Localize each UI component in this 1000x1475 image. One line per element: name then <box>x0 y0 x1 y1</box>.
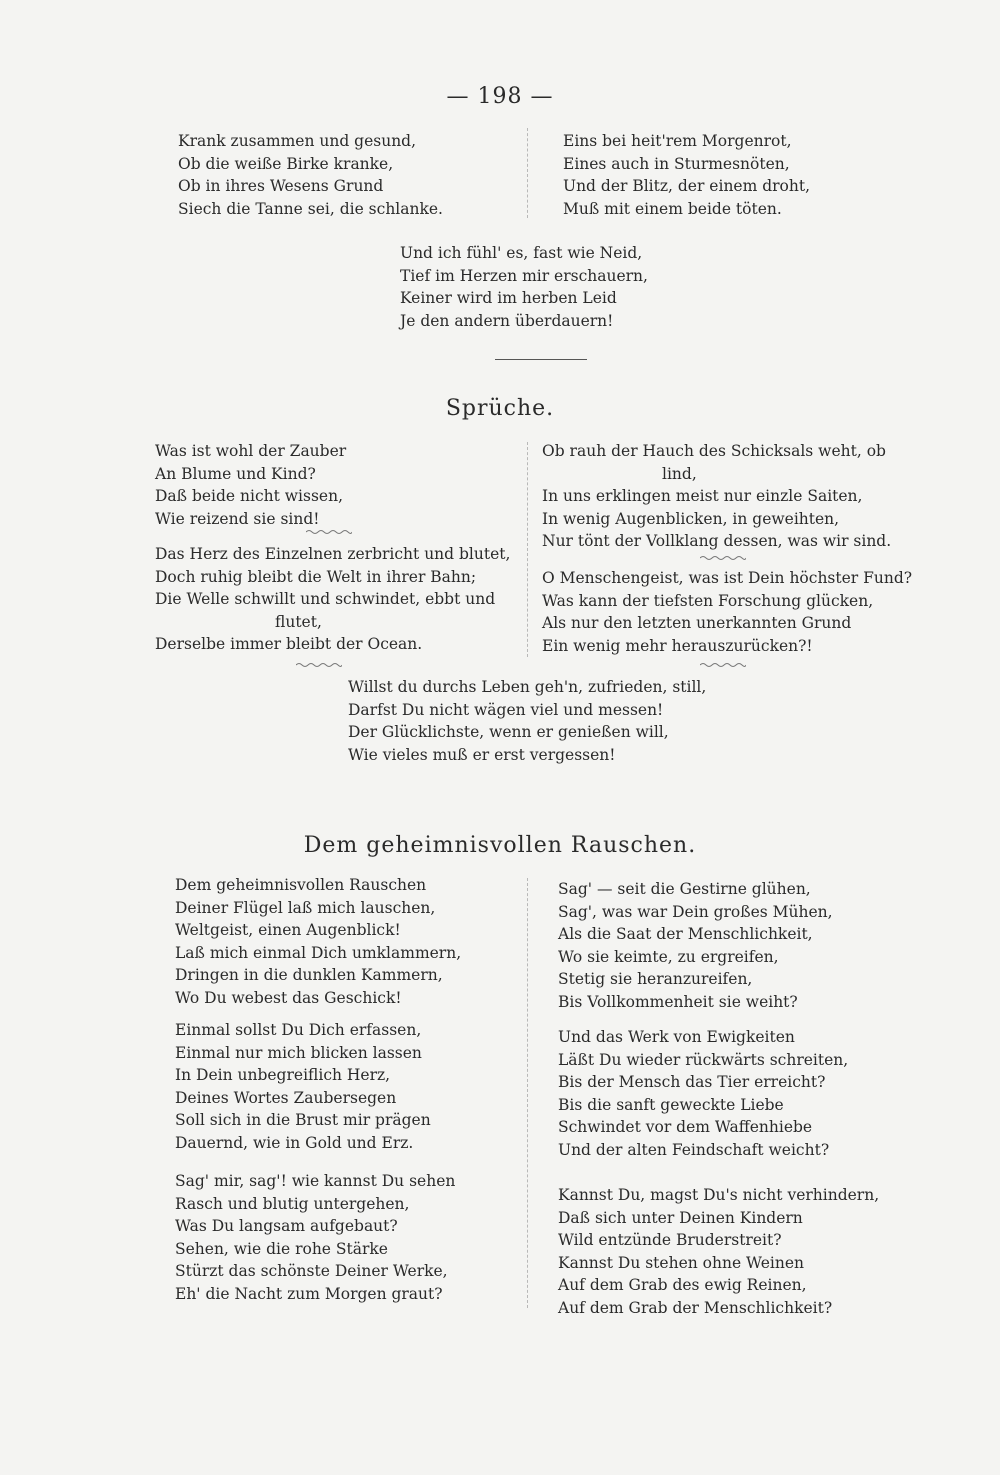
spruch-center <box>348 676 706 766</box>
verse-line: Und das Werk von Ewigkeiten <box>558 1028 795 1046</box>
verse-line: Eh' die Nacht zum Morgen graut? <box>175 1284 443 1303</box>
verse-line: Wie reizend sie sind! <box>155 509 320 528</box>
verse-line: Die Welle schwillt und schwindet, ebbt und <box>155 590 496 609</box>
verse-line: Stürzt das schönste Deiner Werke, <box>175 1262 448 1281</box>
rauschen-left-stanza-1 <box>175 874 461 1010</box>
rauschen-right-stanza-3 <box>558 1184 879 1320</box>
verse-line: Sag' mir, sag'! wie kannst Du sehen <box>175 1172 456 1190</box>
spruch-left-2 <box>155 543 510 656</box>
verse-line: Läßt Du wieder rückwärts schreiten, <box>558 1050 849 1069</box>
verse-line: Wie vieles muß er erst vergessen! <box>348 745 616 764</box>
verse-line: Als nur den letzten unerkannten Grund <box>542 614 852 633</box>
verse-line: Einmal sollst Du Dich erfassen, <box>175 1021 422 1039</box>
verse-line: In wenig Augenblicken, in geweihten, <box>542 509 840 528</box>
verse-line: Einmal nur mich blicken lassen <box>175 1043 422 1062</box>
verse-line: Wo sie keimte, zu ergreifen, <box>558 947 779 966</box>
verse-line: Kannst Du, magst Du's nicht verhindern, <box>558 1186 880 1204</box>
verse-line: O Menschengeist, was ist Dein höchster Fund? <box>542 569 913 587</box>
verse-line: In Dein unbegreiflich Herz, <box>175 1066 391 1085</box>
verse-line: Und ich fühl' es, fast wie Neid, <box>400 244 643 262</box>
verse-line: Weltgeist, einen Augenblick! <box>175 921 401 940</box>
page-number: — 198 — <box>446 84 554 109</box>
spruch-right-1 <box>542 440 891 553</box>
column-divider <box>527 878 528 1308</box>
verse-line: Nur tönt der Vollklang dessen, was wir sind. <box>542 532 892 551</box>
poem1-right-stanza <box>563 130 810 220</box>
verse-line: Stetig sie heranzureifen, <box>558 970 753 989</box>
verse-line: An Blume und Kind? <box>155 464 316 483</box>
verse-line: Wo Du webest das Geschick! <box>175 988 402 1007</box>
section-title-sprueche: Sprüche. <box>445 396 555 421</box>
wave-divider <box>296 662 342 668</box>
rauschen-right-stanza-1 <box>558 878 833 1014</box>
verse-line: Sehen, wie die rohe Stärke <box>175 1239 388 1258</box>
verse-line: Tief im Herzen mir erschauern, <box>400 266 648 285</box>
verse-line: Dringen in die dunklen Kammern, <box>175 966 443 985</box>
verse-line: In uns erklingen meist nur einzle Saiten, <box>542 487 863 506</box>
verse-line: Schwindet vor dem Waffenhiebe <box>558 1118 813 1137</box>
verse-line: Sag', was war Dein großes Mühen, <box>558 902 833 921</box>
verse-line: Doch ruhig bleibt die Welt in ihrer Bahn; <box>155 567 477 586</box>
verse-line: Rasch und blutig untergehen, <box>175 1194 410 1213</box>
verse-line: Kannst Du stehen ohne Weinen <box>558 1253 804 1272</box>
rauschen-right-stanza-2 <box>558 1026 848 1162</box>
verse-line: lind, <box>662 464 697 483</box>
verse-line: Eins bei heit'rem Morgenrot, <box>563 132 792 150</box>
verse-line: Soll sich in die Brust mir prägen <box>175 1111 431 1130</box>
verse-line: Und der Blitz, der einem droht, <box>563 177 811 196</box>
verse-line: Daß sich unter Deinen Kindern <box>558 1208 803 1227</box>
verse-line: Muß mit einem beide töten. <box>563 199 782 218</box>
verse-line: Wild entzünde Bruderstreit? <box>558 1231 782 1250</box>
verse-line: Derselbe immer bleibt der Ocean. <box>155 635 423 654</box>
verse-line: Dem geheimnisvollen Rauschen <box>175 876 427 894</box>
verse-line: Ob in ihres Wesens Grund <box>178 177 384 196</box>
wave-divider <box>306 529 352 535</box>
poem1-center-stanza <box>400 242 648 332</box>
spruch-left-1 <box>155 440 346 530</box>
verse-line: Ob die weiße Birke kranke, <box>178 154 394 173</box>
verse-line: flutet, <box>275 612 322 631</box>
verse-line: Der Glücklichste, wenn er genießen will, <box>348 723 669 742</box>
verse-line: Willst du durchs Leben geh'n, zufrieden, still, <box>348 678 707 696</box>
rauschen-left-stanza-2 <box>175 1019 431 1155</box>
verse-line: Bis die sanft geweckte Liebe <box>558 1095 784 1114</box>
verse-line: Keiner wird im herben Leid <box>400 289 617 308</box>
verse-line: Deiner Flügel laß mich lauschen, <box>175 898 436 917</box>
verse-line: Daß beide nicht wissen, <box>155 487 343 506</box>
poem1-left-stanza <box>178 130 443 220</box>
verse-line: Auf dem Grab der Menschlichkeit? <box>558 1298 833 1317</box>
column-divider <box>527 442 528 657</box>
verse-line: Krank zusammen und gesund, <box>178 132 417 150</box>
verse-line: Als die Saat der Menschlichkeit, <box>558 925 813 944</box>
spruch-right-2 <box>542 567 912 657</box>
section-rule <box>495 359 587 360</box>
verse-line: Laß mich einmal Dich umklammern, <box>175 943 462 962</box>
verse-line: Eines auch in Sturmesnöten, <box>563 154 790 173</box>
wave-divider <box>700 555 746 561</box>
verse-line: Was Du langsam aufgebaut? <box>175 1217 398 1236</box>
verse-line: Das Herz des Einzelnen zerbricht und blutet, <box>155 545 511 563</box>
rauschen-left-stanza-3 <box>175 1170 455 1306</box>
verse-line: Was ist wohl der Zauber <box>155 442 347 460</box>
verse-line: Ob rauh der Hauch des Schicksals weht, ob <box>542 442 886 460</box>
verse-line: Darfst Du nicht wägen viel und messen! <box>348 700 664 719</box>
column-divider <box>527 128 528 218</box>
verse-line: Auf dem Grab des ewig Reinen, <box>558 1276 807 1295</box>
verse-line: Bis der Mensch das Tier erreicht? <box>558 1073 826 1092</box>
section-title-rauschen: Dem geheimnisvollen Rauschen. <box>303 833 697 858</box>
verse-line: Was kann der tiefsten Forschung glücken, <box>542 591 874 610</box>
verse-line: Sag' — seit die Gestirne glühen, <box>558 880 811 898</box>
verse-line: Ein wenig mehr herauszurücken?! <box>542 636 813 655</box>
verse-line: Deines Wortes Zaubersegen <box>175 1088 397 1107</box>
wave-divider <box>700 662 746 668</box>
verse-line: Bis Vollkommenheit sie weiht? <box>558 992 798 1011</box>
verse-line: Dauernd, wie in Gold und Erz. <box>175 1133 414 1152</box>
verse-line: Siech die Tanne sei, die schlanke. <box>178 199 443 218</box>
verse-line: Und der alten Feindschaft weicht? <box>558 1140 830 1159</box>
verse-line: Je den andern überdauern! <box>400 311 614 330</box>
